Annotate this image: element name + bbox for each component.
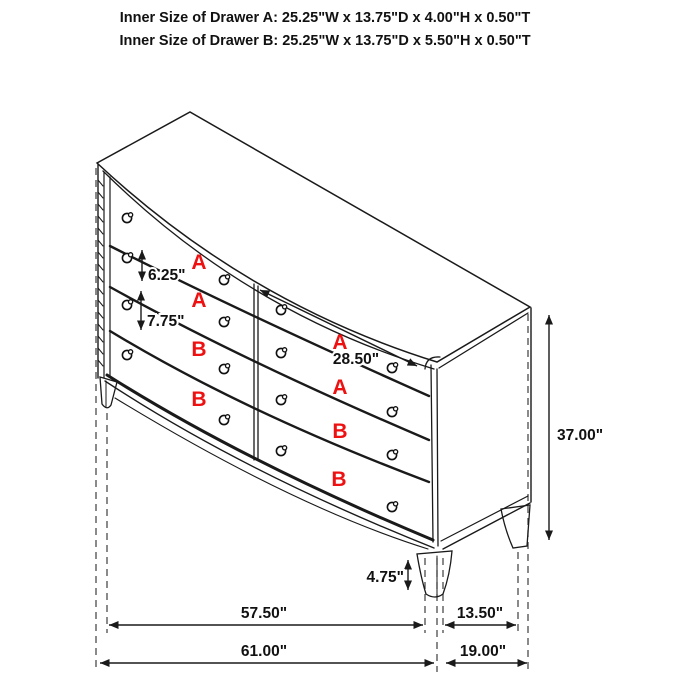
knob-icon: [219, 415, 229, 425]
dimension-arrows: [100, 250, 549, 663]
header-drawer-b-size: Inner Size of Drawer B: 25.25"W x 13.75"D x 5.50"H x 0.50"T: [119, 33, 531, 49]
knob-icon: [387, 363, 397, 373]
bottom-rail-top: [107, 375, 433, 540]
left-edge-hatching: [98, 180, 103, 366]
top-edge-band-right: [439, 313, 528, 368]
dim-drawer-b-height: 7.75": [147, 313, 185, 330]
drawer-label-left-3: B: [191, 338, 207, 361]
knob-icon: [276, 305, 286, 315]
header-drawer-a-size: Inner Size of Drawer A: 25.25"W x 13.75"D x 4.00"H x 0.50"T: [119, 10, 531, 26]
drawer-label-left-1: A: [191, 251, 207, 274]
drawer-label-right-3: B: [332, 420, 348, 443]
drawer-label-right-2: A: [332, 376, 348, 399]
knob-icon: [219, 317, 229, 327]
dim-side-depth: 13.50": [456, 605, 504, 622]
front-right-corner-post: [431, 365, 438, 546]
front-right-leg: [417, 551, 452, 597]
knob-icon: [122, 213, 132, 223]
knob-icon: [387, 502, 397, 512]
dimension-labels: [147, 267, 603, 660]
dim-leg-height: 4.75": [366, 569, 404, 586]
knob-icon: [387, 450, 397, 460]
knob-icon: [387, 407, 397, 417]
dim-overall-height: 37.00": [557, 427, 604, 444]
dresser-drawing: [97, 112, 531, 597]
extension-lines: [96, 168, 528, 672]
right-bottom-edge: [443, 503, 530, 549]
drawer-seam-2: [110, 287, 429, 440]
knob-icon: [276, 395, 286, 405]
knob-icon: [276, 348, 286, 358]
dim-drawer-width: 28.50": [332, 351, 380, 368]
knob-icon: [276, 446, 286, 456]
knob-icon: [219, 364, 229, 374]
right-bottom-band: [441, 496, 528, 541]
drawer-label-right-1: A: [332, 331, 348, 354]
knob-icon: [219, 275, 229, 285]
dim-overall-width: 61.00": [240, 643, 288, 660]
drawer-label-left-2: A: [191, 289, 207, 312]
knob-icon: [122, 350, 132, 360]
dim-drawer-a-height: 6.25": [148, 267, 186, 284]
drawer-label-right-4: B: [331, 468, 347, 491]
knob-icon: [122, 253, 132, 263]
knob-icon: [122, 300, 132, 310]
center-divider: [254, 284, 258, 460]
dim-overall-depth: 19.00": [459, 643, 507, 660]
drawer-label-left-4: B: [191, 388, 207, 411]
front-left-leg: [100, 377, 117, 408]
dim-front-width: 57.50": [240, 605, 288, 622]
